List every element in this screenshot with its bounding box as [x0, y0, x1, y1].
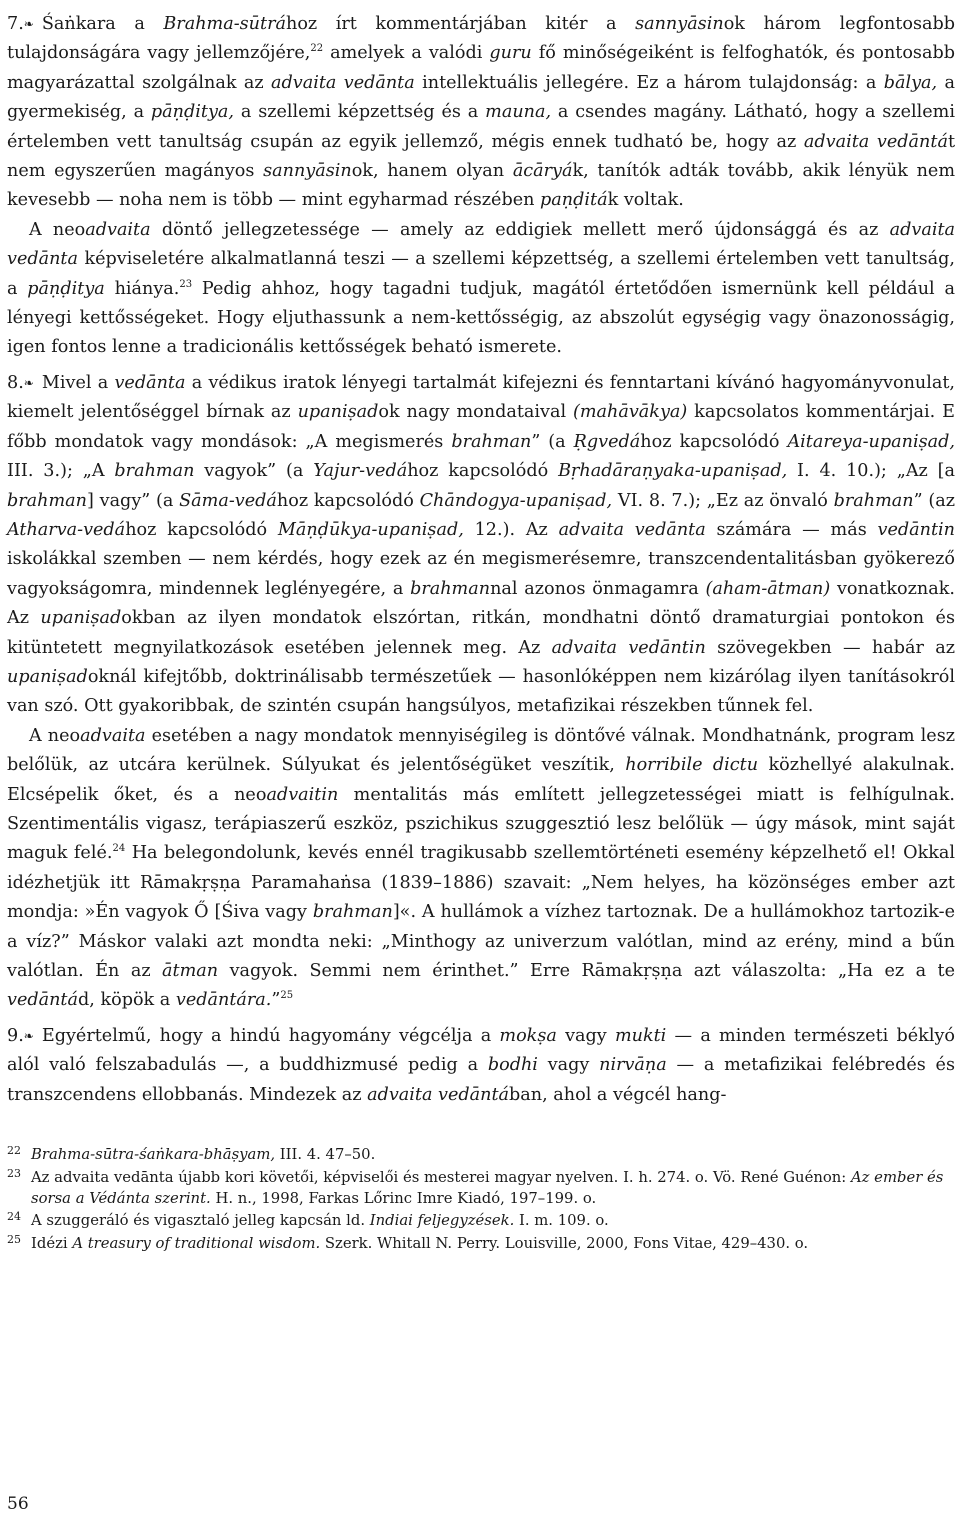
- leaf-ornament-icon: ❧: [23, 1028, 34, 1043]
- section-number: 9.: [7, 1025, 24, 1046]
- paragraph-p9: 9.❧ Egyértelmű, hogy a hindú hagyomány végcélja a mokṣa vagy mukti — a minden természeti béklyó alól való felszabadulás —, a buddhizmusé pedig a bodhi vagy nirvāṇa — a metafizikai felébredés és transzcendens ellobbanás. Mindezek az advaita vedāntában, ahol a végcél hang-: [7, 1025, 955, 1105]
- footnote-text: Idézi A treasury of traditional wisdom. Szerk. Whitall N. Perry. Louisville, 2000, Fons Vitae, 429–430. o.: [31, 1235, 809, 1253]
- section-number: 8.: [7, 372, 24, 393]
- footnote-23: [7, 1168, 955, 1210]
- leaf-ornament-icon: ❧: [23, 17, 34, 31]
- document-page: [7, 10, 955, 1257]
- paragraph-p7: 7.❧ Śaṅkara a Brahma-sūtrához írt kommentárjában kitér a sannyāsinok három legfontosabb tulajdonságára vagy jellemzőjére,$^{22}$ amelyek a valódi guru fő minőségeiként is felfoghatók, és pontosabb magyarázattal szolgálnak az advaita vedānta intellektuális jellegére. Ez a három tulajdonság: a bālya, a gyermekiség, a pāṇḍitya, a szellemi képzettség és a mauna, a csendes magány. Látható, hogy a szellemi értelemben vett tanultság csupán az egyik jellemző, mégis ennek tudható be, hogy az advaita vedāntát nem egyszerűen magányos sannyāsinok, hanem olyan ācāryák, tanítók adták tovább, akik lényük nem kevesebb — noha nem is több — mint egyharmad részében paṇḍiták voltak.: [7, 14, 956, 211]
- page-number: 56: [7, 1494, 29, 1514]
- footnote-text: A szuggeráló és vigasztaló jelleg kapcsán ld. Indiai feljegyzések. I. m. 109. o.: [31, 1212, 609, 1230]
- footnote-number: 23: [7, 1166, 21, 1180]
- footnote-22: [7, 1145, 955, 1166]
- body-text: [7, 10, 955, 1110]
- paragraph-p7b: A neoadvaita döntő jellegzetessége — amely az eddigiek mellett merő újdonsággá és az advaita vedānta képviseletére alkalmatlanná teszi — a szellemi képzettség, a szellemi értelemben vett tanultság, a pāṇḍitya hiánya.$^{23}$ Pedig ahhoz, hogy tagadni tudjuk, magától értetődően ismernünk kell például a lényegi kettősségeket. Hogy eljuthassunk a nem-kettősségig, az abszolút egységig vagy önazonosságig, igen fontos lenne a tradicionális kettősségek beható ismerete.: [7, 219, 956, 358]
- section-number: 7.: [7, 14, 24, 34]
- footnote-number: 24: [7, 1210, 21, 1224]
- footnote-24: [7, 1211, 955, 1232]
- paragraph-p8b: A neoadvaita esetében a nagy mondatok mennyiségileg is döntővé válnak. Mondhatnánk, program lesz belőlük, az utcára kerülnek. Súlyukat és jelentőségüket veszítik, horribile dictu közhellyé alakulnak. Elcsépelik őket, és a neoadvaitin mentalitás más említett jellegzetességei miatt is felhígulnak. Szentimentális vigasz, terápiaszerű eszköz, pszichikus szuggesztió lesz belőlük — úgy mások, mint saját maguk felé.$^{24}$ Ha belegondolunk, kevés ennél tragikusabb szellemtörténeti esemény képzelhető el! Okkal idézhetjük itt Rāmakṛṣṇa Paramahaṅsa (1839–1886) szavait: „Nem helyes, ha közönséges ember azt mondja: »Én vagyok Ő [Śiva vagy brahman]«. A hullámok a vízhez tartoznak. De a hullámokhoz tartozik-e a víz?” Máskor valaki azt mondta neki: „Minthogy az univerzum valótlan, mind az erény, mind a bűn valótlan. Én az ātman vagyok. Semmi nem érinthet.” Erre Rāmakṛṣṇa azt válaszolta: „Ha ez a te vedāntád, köpök a vedāntára.”$^{25}$: [7, 725, 956, 1011]
- leaf-ornament-icon: ❧: [23, 375, 34, 390]
- footnote-text: Az advaita vedānta újabb kori követői, képviselői és mesterei magyar nyelven. I. h. 274. o. Vö. René Guénon: Az ember és sorsa a Védánta szerint. H. n., 1998, Farkas Lőrinc Imre Kiadó, 197–199. o.: [31, 1168, 944, 1207]
- footnote-25: [7, 1234, 955, 1255]
- footnote-number: 25: [7, 1233, 21, 1247]
- footnote-number: 22: [7, 1144, 21, 1158]
- footnote-text: Brahma-sūtra-śaṅkara-bhāṣyam, III. 4. 47–50.: [31, 1146, 376, 1164]
- paragraph-p8: 8.❧ Mivel a vedānta a védikus iratok lényegi tartalmát kifejezni és fenntartani kívánó hagyományvonulat, kiemelt jelentőséggel bírnak az upaniṣadok nagy mondataival (mahāvākya) kapcsolatos kommentárjai. E főbb mondatok vagy mondások: „A megismerés brahman” (a Ṛgvedához kapcsolódó Aitareya-upaniṣad, III. 3.); „A brahman vagyok” (a Yajur-vedához kapcsolódó Bṛhadāraṇyaka-upaniṣad, I. 4. 10.); „Az [a brahman] vagy” (a Sāma-vedához kapcsolódó Chāndogya-upaniṣad, VI. 8. 7.); „Ez az önvaló brahman” (az Atharva-vedához kapcsolódó Māṇḍūkya-upaniṣad, 12.). Az advaita vedānta számára — más vedāntin iskolákkal szemben — nem kérdés, hogy ezek az én megismerésemre, transzcendentalitásban gyökerező vagyokságomra, mindennek leglényegére, a brahmannal azonos önmagamra (aham-ātman) vonatkoznak. Az upaniṣadokban az ilyen mondatok elszórtan, ritkán, mondhatni döntő dramaturgiai pontokon és kitüntetett megnyilatkozások esetében jelennek meg. Az advaita vedāntin szövegekben — habár az upaniṣadoknál kifejtőbb, doktrinálisabb természetűek — hasonlóképpen nem kizárólag ilyen tanításokról van szó. Ott gyakoribbak, de szintén csupán hangsúlyos, metafizikai részekben tűnnek fel.: [7, 372, 956, 717]
- footnotes: [7, 1145, 955, 1255]
